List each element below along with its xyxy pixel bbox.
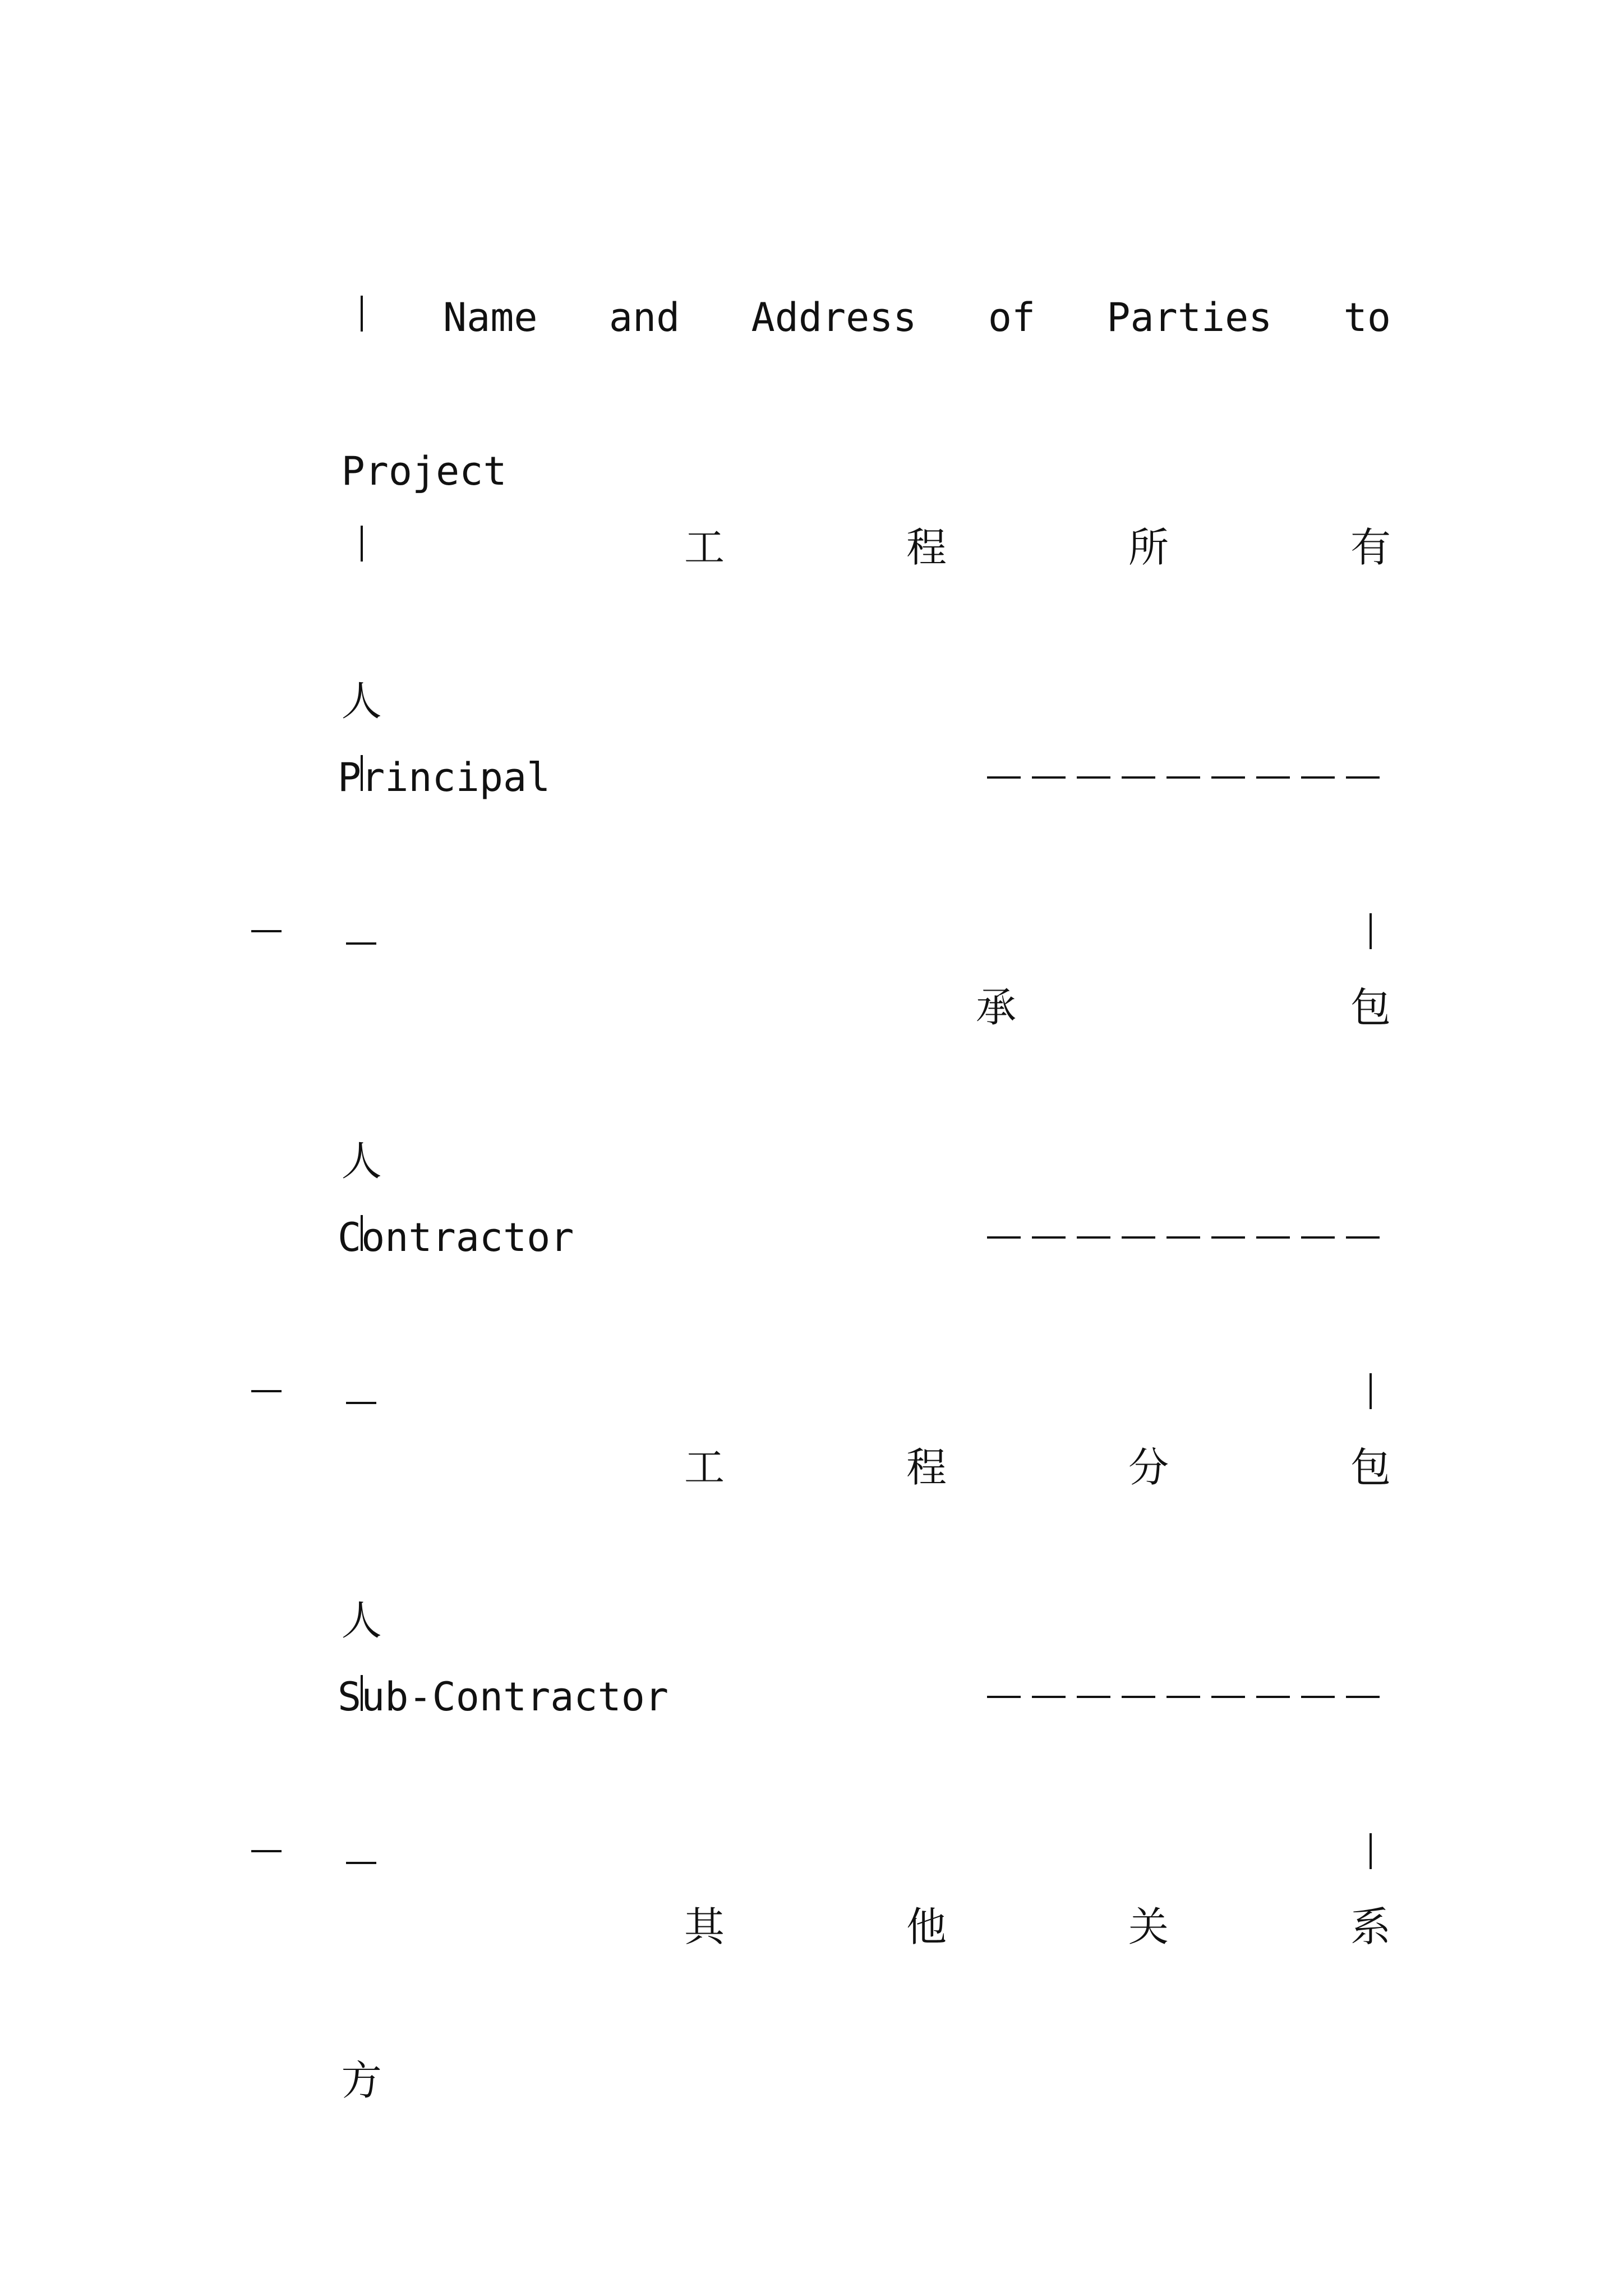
section-heading-line — [684, 509, 1391, 586]
heading-word: to — [1343, 295, 1391, 341]
section-heading-end: 人 — [341, 1138, 382, 1185]
dash-rule — [987, 1236, 1391, 1239]
section-heading-line — [684, 1889, 1391, 1966]
heading-word: of — [988, 295, 1036, 341]
dash-pipe-line — [247, 1352, 1391, 1429]
pipe-mark — [361, 296, 363, 332]
party-label: Contractor — [338, 1214, 574, 1260]
pipe-mark — [1370, 1833, 1372, 1869]
pipe-line — [247, 433, 1391, 510]
section-heading-char: 关 — [1128, 1903, 1169, 1950]
dash-mark — [251, 930, 282, 932]
section-heading-char: 他 — [906, 1903, 947, 1950]
dash-line — [247, 816, 1391, 893]
section-heading-char: 程 — [906, 1444, 947, 1491]
section-heading-char: 所 — [1128, 524, 1169, 571]
pipe-line — [247, 1122, 1391, 1199]
pipe-mark — [1370, 1373, 1372, 1409]
section-heading-char: 其 — [684, 1903, 725, 1950]
section-heading-end: 人 — [341, 678, 382, 725]
section-heading-end-line — [247, 586, 1391, 725]
dash-rule — [987, 776, 1391, 779]
party-label: Sub-Contractor — [338, 1674, 669, 1720]
section-heading-char: 工 — [684, 1444, 725, 1491]
heading-continuation: Project — [341, 448, 507, 494]
heading-word: Parties — [1106, 295, 1272, 341]
section-heading-end: 人 — [341, 1597, 382, 1644]
dash-pipe-line — [247, 892, 1391, 969]
heading-word: Address — [751, 295, 917, 341]
section-heading-end-line — [247, 1506, 1391, 1644]
dash-pipe-line — [247, 1812, 1391, 1889]
section-heading-line — [684, 1429, 1391, 1506]
section-heading-line — [976, 969, 1391, 1046]
party-row — [247, 1199, 1391, 1276]
dash-mark — [251, 1850, 282, 1852]
pipe-mark — [361, 526, 363, 562]
section-heading-char: 包 — [1350, 984, 1391, 1031]
section-heading-char: 分 — [1128, 1444, 1169, 1491]
section-heading-char: 承 — [976, 984, 1017, 1031]
pipe-line — [247, 662, 1391, 739]
section-heading-char: 包 — [1350, 1444, 1391, 1491]
party-row — [247, 1659, 1391, 1736]
heading-line — [443, 279, 1391, 356]
section-heading-char: 有 — [1350, 524, 1391, 571]
heading-word: Name — [443, 295, 538, 341]
pipe-line — [247, 203, 1391, 280]
dash-line — [247, 1736, 1391, 1812]
section-heading-char: 程 — [906, 524, 947, 571]
section-heading-char: 工 — [684, 524, 725, 571]
dash-rule — [987, 1696, 1391, 1698]
dash-line — [247, 1276, 1391, 1352]
section-heading-end: 方 — [341, 2057, 382, 2104]
heading-word: and — [608, 295, 680, 341]
section-heading-end-line — [247, 1966, 1391, 2104]
pipe-line — [247, 1582, 1391, 1659]
section-heading-end-line — [247, 1046, 1391, 1185]
pipe-mark — [1370, 913, 1372, 949]
section-heading-char: 系 — [1350, 1903, 1391, 1950]
party-label: Principal — [338, 754, 551, 800]
dash-mark — [251, 1390, 282, 1392]
heading-continuation-line — [247, 356, 1391, 494]
party-row — [247, 739, 1391, 816]
